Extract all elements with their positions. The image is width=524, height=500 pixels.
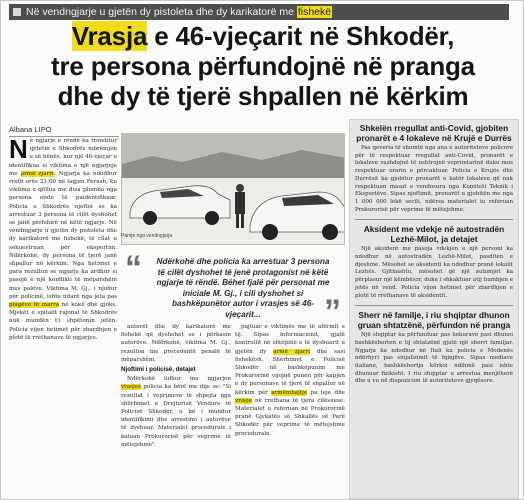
sidebar-story-2-body [355, 246, 513, 300]
kicker-highlight: fishekë [297, 6, 332, 18]
col1-highlight-1: armë zjarri [20, 170, 54, 177]
col3-highlight-3: vrasje [235, 397, 253, 404]
headline-line-2: tre persona përfundojnë në pranga [51, 51, 475, 81]
article-column-1 [9, 137, 117, 497]
col2-subheading: Njoftimi i policisë, detajet [121, 366, 196, 374]
headline-line-1-rest: e 46-vjeçarit në Shkodër, [147, 21, 455, 51]
sidebar-story-1 [355, 123, 513, 214]
sidebar-story-2 [355, 224, 513, 300]
col2-text-b: policia ka bërë me dije se: "Si rezultat i veprimeve të shpejta nga shërbimet e Drejtorisë Vendore të Policisë Shkodër, u bë i mundur identifikimi dhe arrestimi i autorëve të dyshuar. Materialet procedurale i kaluan Prokurorisë për veprime të mëtejshme". [121, 384, 231, 448]
col1-highlight-2: plagëve të marra [9, 302, 60, 309]
sidebar-story-2-text: Një aksident me pasoja vdekjen e një personi ka ndodhur në autostradën Lezhë-Milot, pasditen e djeshme. Mësohet se aksidenti ka ndodhur pranë lokalit Lezhës. Gjithashtu, mësohet që një automjet ka përplasur një këmbësor, duke i shkaktuar atij humbjen e jetës në vend. Policia vijon hetimet për zbardhjen e plotë të rrethanave të aksidentit. [355, 246, 513, 299]
col2-para-1: autorët dhe dy karikatorë me fishekë që dyshohet se i përkasin autorëve. Ndërkohë, viktima M. Gj., rezulton me precedentë penalë të mëparshëm. [121, 324, 231, 363]
sidebar-divider-2 [355, 305, 513, 306]
scene-photo-image [122, 134, 345, 245]
col3-text-a: pajtuar e viktimës me të afërmit e tij. Sipas informacionit, gjatë kontrollit në shtëpinë e të dyshuarit u gjetën dy [235, 324, 345, 355]
sidebar-story-3 [355, 310, 513, 386]
sidebar-divider-1 [355, 219, 513, 220]
headline-line-1 [9, 21, 517, 51]
square-bullet-icon [13, 8, 21, 16]
kicker-text: Në vendngjarje u gjetën dy pistoleta dhe dy karikatorë me [26, 6, 297, 18]
sidebar-story-3-title: Sherr në familje, i riu shqiptar dhunon gruan shtatzënë, përfundon në pranga [357, 310, 511, 331]
photo-caption: Pamje nga vendngjarja [121, 233, 173, 239]
headline [9, 21, 517, 111]
pull-quote-text: Ndërkohë dhe policia ka arrestuar 3 persona të cilët dyshohet të jenë protagonist në këtë ngjarje të rëndë. Bëhet fjalë për personat me iniciale M. Gj., i cili dyshohet si bashkëpunëtor autor i vrasjes së 46-vjeçarit... [156, 257, 330, 319]
drop-cap: N [9, 137, 28, 164]
sidebar-story-3-text: Një shqiptar ka përfunduar pas hekurave pasi dhunoi bashkëshorten e tij shtatzënë gjatë një sherri familjar. Ngjarja ka ndodhur në Itali ku policia e Modenës ndërhyri pas sinjalizimit të fqinjëve. Sipas mediave italiane, bashkëshortja kërkoi ndihmë pasi ishte dhunuar fizikisht. I riu shqiptar u arrestua menjëherë dhe u vu në dispozicion të autoriteteve gjyqësore. [355, 332, 513, 385]
col3-text-c: pa leje dhe [307, 389, 345, 396]
col2-text-a: Ndërkohë lidhur me ngjarjen [127, 376, 231, 383]
col3-highlight-1: armë zjarri [273, 348, 310, 355]
kicker-bar [9, 4, 509, 20]
headline-highlight: Vrasja [71, 21, 148, 51]
sidebar-story-1-text: Pas qeveria të shumtë nga ana e autoriteteve policore për të respektuar rregullat anti-Covid, pronarët e lokaleve vazhdojnë të ushtrojnë veprimtarinë duke mos respektuar orarin e përcaktuar. Policia e Krujës dhe Durrësit ka gjobitur pronarët e katër lokaleve që nuk respektuan masat e vendosura nga Komiteti Teknik i Ekspertëve. Sipas njoftimit, pronarët u gjobitën me nga 1 000 000 lekë secili, ndërsa materialet iu referuan Prokurorisë për veprime të mëtejshme. [355, 145, 513, 213]
col3-highlight-2: armëmbajtje [271, 389, 308, 396]
sidebar-story-1-body [355, 145, 513, 214]
headline-line-3: dhe dy të tjerë shpallen në kërkim [57, 81, 469, 111]
col1-text-a: ë ngjarje e rëndë ka tronditur qytetin e Shkodrës mbrëmjen e së hënës, kur një 46-vjeçar u identifikua si viktima e një ngjarjeje me [9, 138, 117, 177]
scene-photo [121, 133, 345, 245]
sidebar-story-1-title: Shkelën rregullat anti-Covid, gjobiten pronarët e 4 lokaleve në Krujë e Durrës [356, 123, 512, 143]
pull-quote [121, 249, 345, 331]
open-quote-icon: “ [125, 249, 142, 287]
col3-text-d: në rrethana të tjera cilësuese. Materialet u referuan në Prokurorinë pranë Gjykatës së Shkallës së Parë Shkodër për veprime të mëtejshme procedurale. [235, 397, 345, 437]
close-quote-icon: ” [324, 293, 341, 331]
sidebar-story-3-body [355, 332, 513, 386]
article-column-3 [235, 323, 345, 497]
article-column-2 [121, 323, 231, 497]
col2-highlight: vrasjes [121, 384, 141, 391]
col1-text-c: në kokë dhe gjoks. Mjekët e spitalit rajonal të Shkodrës nuk mundën t'i shpëtonin jetën. Policia vijon hetimet për zbardhjen e plotë të rrethanave të ngjarjes. [9, 302, 117, 341]
news-sidebar [349, 119, 519, 499]
col1-text-b: . Ngjarja ka ndodhur rreth orës 21:00 në lagjen Perash, ku viktima u qëllua me disa plumba nga persona ende të paidentifikuar. Policia e Shkodrës njoftoi se ka arrestuar 3 persona të cilët dyshohet se janë përfshirë në këtë ngjarje. Në vendngjarje u gjetën dy pistoleta dhe dy karikatorë me fishekë, të cilat u sekuestruan për ekspertim. Ndërkohë, dy persona të tjerë janë shpallur në kërkim. Nga hetimet e para rezulton se ngjarja ka ardhur si pasojë e një konflikti të mëparshëm mes palëve. Viktima M. Gj., i njohur për policinë, ishte ndarë nga jeta pas [9, 170, 117, 300]
byline: Albana LIPO [9, 125, 119, 137]
sidebar-story-2-title: Aksident me vdekje në autostradën Lezhë-Milot, ja detajet [363, 224, 505, 245]
col3-text-b: dhe sasi fishekësh. Shërbimet e Policisë Shkodër në bashkëpunim me Prokurorinë vijojnë punën për kapjen e dy personave të tjerë të shpallur në kërkim për [235, 348, 345, 396]
